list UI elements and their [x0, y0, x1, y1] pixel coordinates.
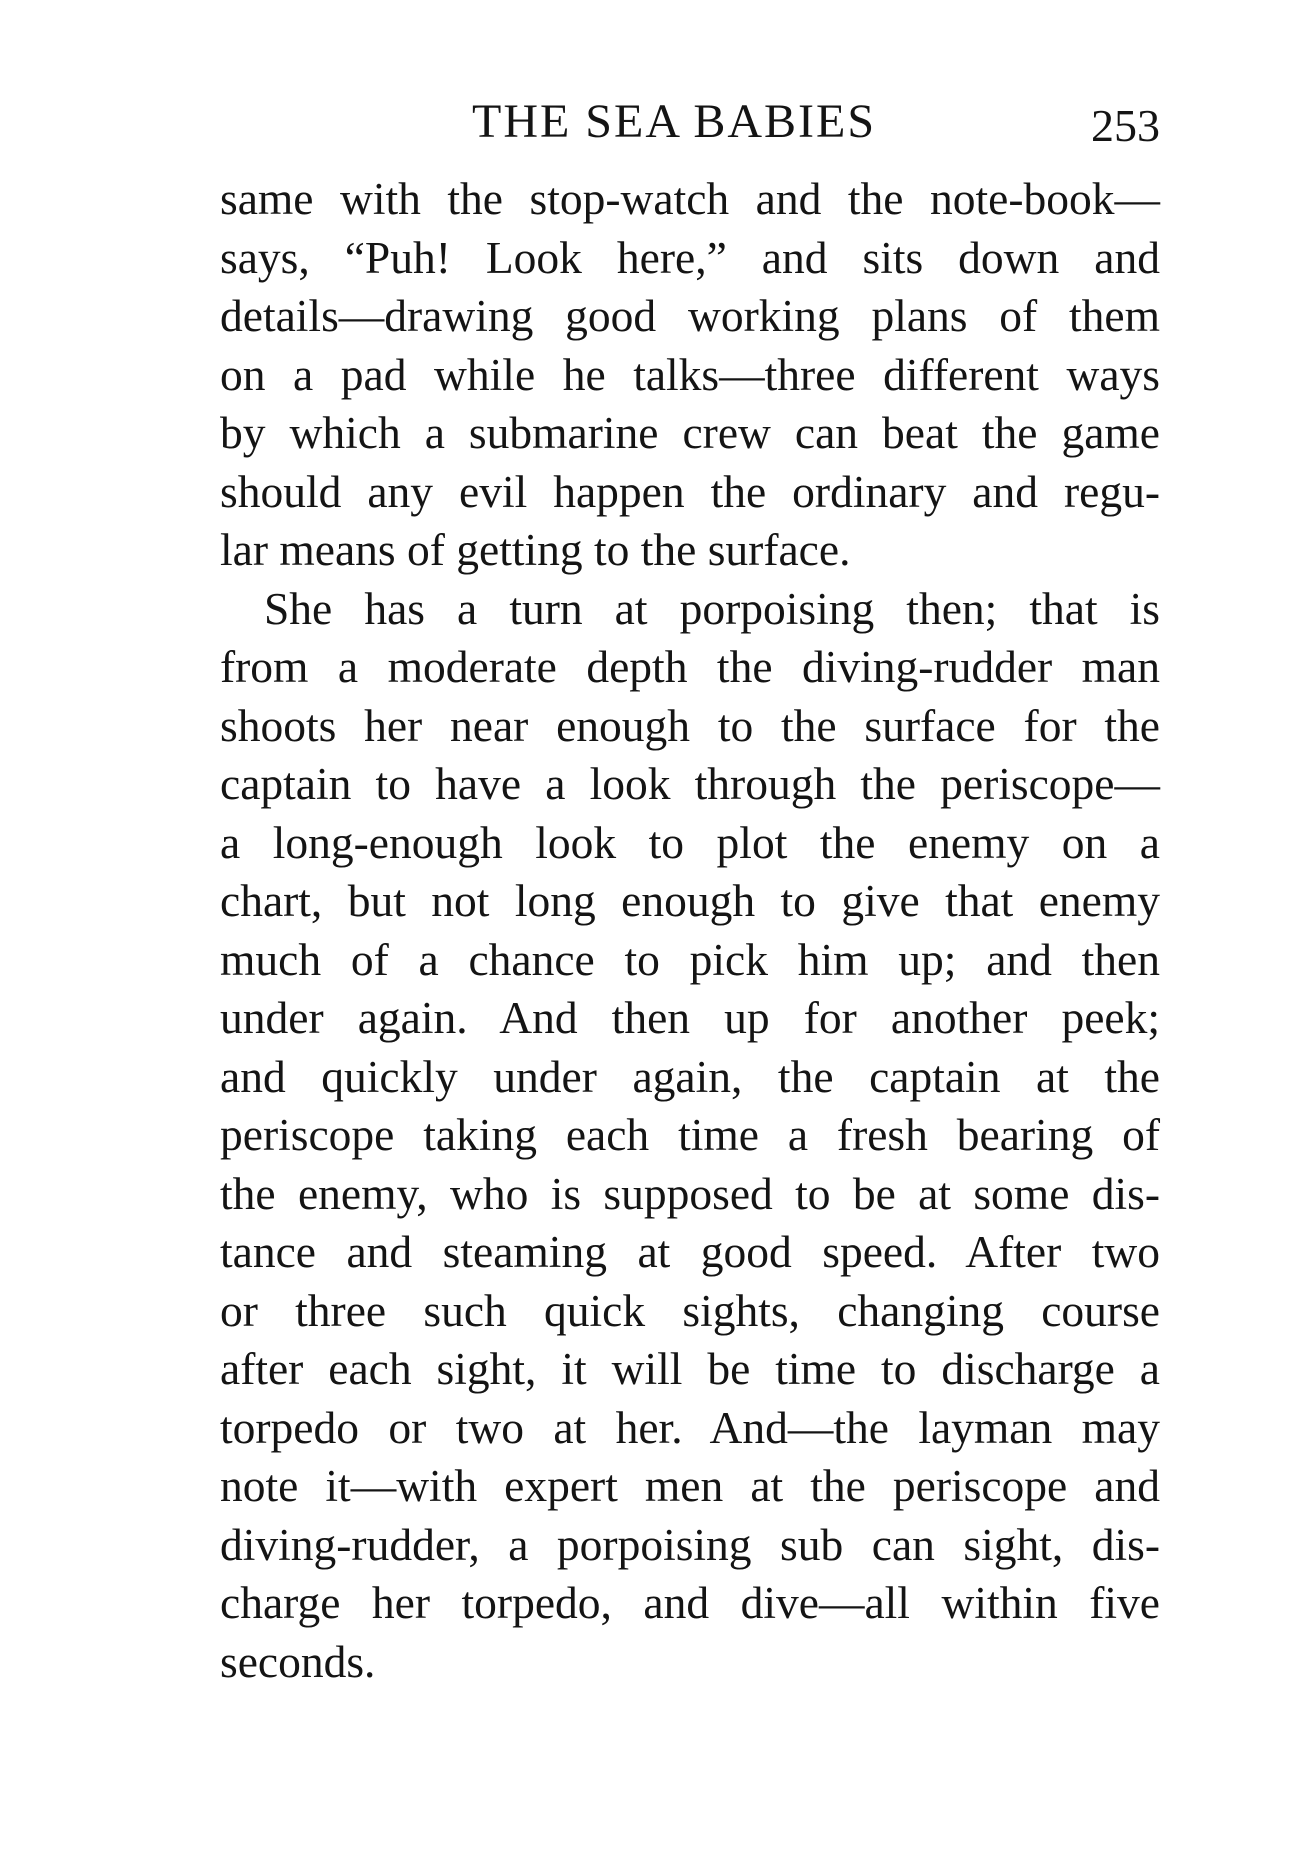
- paragraph-1: [220, 170, 1160, 580]
- text-line: torpedo or two at her. And—the layman may: [220, 1401, 1160, 1453]
- text-line: under again. And then up for another peek;: [220, 992, 1160, 1043]
- paragraph-2: [220, 580, 1160, 1692]
- running-head: [220, 92, 1160, 152]
- page-number: 253: [1091, 100, 1160, 151]
- text-line: chart, but not long enough to give that enemy: [220, 875, 1160, 926]
- text-line: note it—with expert men at the periscope and: [220, 1460, 1160, 1511]
- text-line: shoots her near enough to the surface for the: [220, 699, 1160, 751]
- text-line: and quickly under again, the captain at the: [220, 1050, 1160, 1102]
- text-line: a long-enough look to plot the enemy on a: [220, 816, 1160, 868]
- text-line: from a moderate depth the diving-rudder man: [220, 641, 1160, 692]
- text-line: on a pad while he talks—three different ways: [220, 348, 1160, 400]
- text-line: details—drawing good working plans of them: [220, 290, 1160, 341]
- text-line: should any evil happen the ordinary and regu-: [220, 465, 1160, 517]
- text-line: lar means of getting to the surface.: [220, 524, 851, 575]
- text-line: She has a turn at porpoising then; that is: [264, 582, 1160, 634]
- text-line: charge her torpedo, and dive—all within five: [220, 1577, 1160, 1628]
- text-line: after each sight, it will be time to discharge a: [220, 1343, 1160, 1394]
- body-text: [220, 170, 1160, 1691]
- running-title: THE SEA BABIES: [472, 95, 877, 148]
- text-line: says, “Puh! Look here,” and sits down and: [220, 231, 1160, 283]
- text-line: diving-rudder, a porpoising sub can sight, dis-: [220, 1518, 1160, 1570]
- text-line: or three such quick sights, changing course: [220, 1284, 1160, 1336]
- text-line: seconds.: [220, 1635, 376, 1687]
- text-line: captain to have a look through the periscope—: [220, 758, 1160, 809]
- text-line: by which a submarine crew can beat the game: [220, 407, 1160, 458]
- text-line: periscope taking each time a fresh bearing of: [220, 1109, 1160, 1160]
- text-line: the enemy, who is supposed to be at some dis-: [220, 1167, 1160, 1219]
- text-line: much of a chance to pick him up; and then: [220, 933, 1160, 985]
- text-line: tance and steaming at good speed. After two: [220, 1226, 1160, 1277]
- text-line: same with the stop-watch and the note-book—: [220, 173, 1160, 224]
